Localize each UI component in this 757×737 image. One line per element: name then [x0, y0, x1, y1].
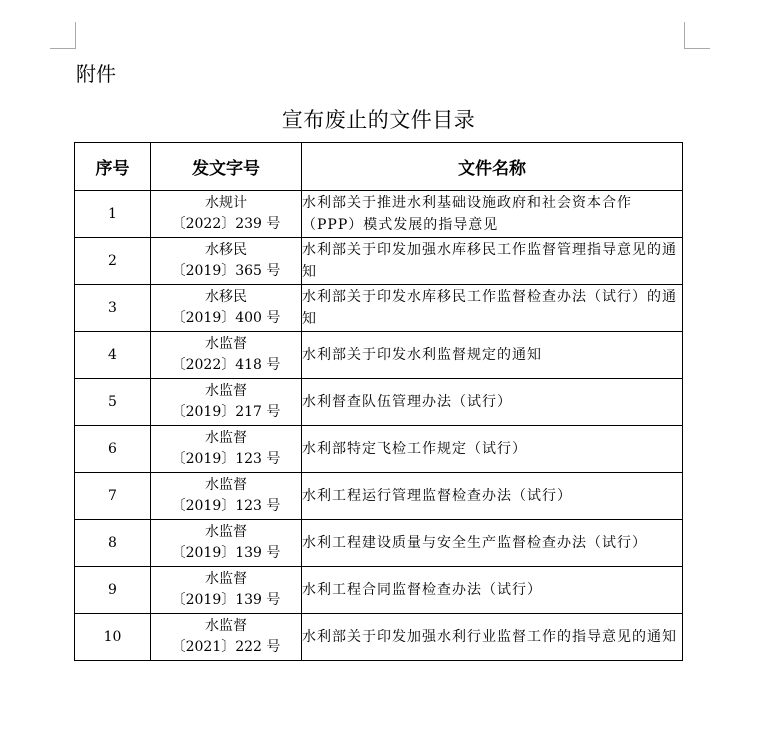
header-serial-number: 序号: [75, 143, 151, 191]
serial-number: 7: [75, 473, 151, 520]
document-number-year: 〔2019〕123 号: [171, 498, 281, 514]
serial-number: 4: [75, 332, 151, 379]
table-row: [75, 379, 683, 426]
document-number-year: 〔2022〕418 号: [171, 357, 281, 373]
document-number-prefix: 水移民: [205, 242, 247, 258]
document-number: [151, 426, 302, 473]
document-number-prefix: 水监督: [205, 571, 247, 587]
document-number-prefix: 水监督: [205, 524, 247, 540]
serial-number: 1: [75, 191, 151, 238]
serial-number: 3: [75, 285, 151, 332]
document-number-prefix: 水监督: [205, 618, 247, 634]
table-header-row: [75, 143, 683, 191]
crop-mark-top-left: [50, 48, 76, 49]
document-name: 水利督查队伍管理办法（试行）: [302, 379, 683, 426]
table-row: [75, 567, 683, 614]
document-number-year: 〔2021〕222 号: [171, 639, 281, 655]
document-number-prefix: 水移民: [205, 289, 247, 305]
serial-number: 8: [75, 520, 151, 567]
table-row: [75, 520, 683, 567]
document-number: [151, 191, 302, 238]
serial-number: 9: [75, 567, 151, 614]
crop-mark-top-left: [75, 22, 76, 49]
document-number: [151, 379, 302, 426]
document-number: [151, 332, 302, 379]
serial-number: 6: [75, 426, 151, 473]
table-row: [75, 614, 683, 661]
header-document-number: 发文字号: [151, 143, 302, 191]
header-document-name: 文件名称: [302, 143, 683, 191]
document-number: [151, 567, 302, 614]
document-number-year: 〔2019〕139 号: [171, 545, 281, 561]
document-number: [151, 285, 302, 332]
table-row: [75, 238, 683, 285]
document-name: 水利工程建设质量与安全生产监督检查办法（试行）: [302, 520, 683, 567]
file-list-table: [74, 142, 683, 661]
document-name: 水利部关于印发水库移民工作监督检查办法（试行）的通知: [302, 285, 683, 332]
document-number-prefix: 水监督: [205, 336, 247, 352]
document-number-year: 〔2019〕365 号: [171, 263, 281, 279]
document-number-prefix: 水监督: [205, 430, 247, 446]
document-number: [151, 520, 302, 567]
document-name: 水利工程合同监督检查办法（试行）: [302, 567, 683, 614]
table-row: [75, 191, 683, 238]
document-name: 水利部关于印发加强水库移民工作监督管理指导意见的通知: [302, 238, 683, 285]
document-name: 水利部关于推进水利基础设施政府和社会资本合作（PPP）模式发展的指导意见: [302, 191, 683, 238]
table-row: [75, 285, 683, 332]
document-number-prefix: 水规计: [205, 195, 247, 211]
document-number-prefix: 水监督: [205, 383, 247, 399]
document-number: [151, 473, 302, 520]
document-name: 水利部特定飞检工作规定（试行）: [302, 426, 683, 473]
document-number-year: 〔2019〕139 号: [171, 592, 281, 608]
serial-number: 10: [75, 614, 151, 661]
document-number-year: 〔2019〕217 号: [171, 404, 281, 420]
document-number: [151, 238, 302, 285]
table-row: [75, 473, 683, 520]
table-row: [75, 426, 683, 473]
table-row: [75, 332, 683, 379]
document-number-year: 〔2022〕239 号: [171, 216, 281, 232]
crop-mark-top-right: [684, 48, 710, 49]
document-number: [151, 614, 302, 661]
serial-number: 5: [75, 379, 151, 426]
crop-mark-top-right: [684, 22, 685, 49]
document-name: 水利工程运行管理监督检查办法（试行）: [302, 473, 683, 520]
document-name: 水利部关于印发加强水利行业监督工作的指导意见的通知: [302, 614, 683, 661]
document-number-prefix: 水监督: [205, 477, 247, 493]
document-number-year: 〔2019〕123 号: [171, 451, 281, 467]
document-number-year: 〔2019〕400 号: [171, 310, 281, 326]
attachment-label: 附件: [76, 62, 116, 86]
serial-number: 2: [75, 238, 151, 285]
document-title: 宣布废止的文件目录: [281, 108, 476, 132]
document-name: 水利部关于印发水利监督规定的通知: [302, 332, 683, 379]
